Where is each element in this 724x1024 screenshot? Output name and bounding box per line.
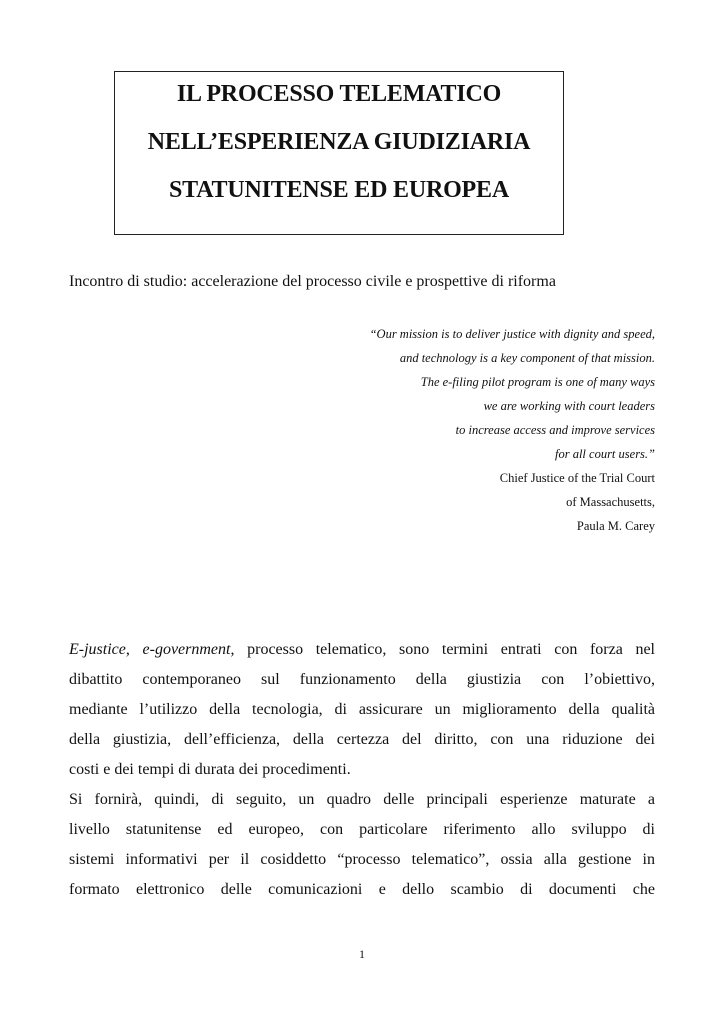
body-line: sistemi informativi per il cosiddetto “processo telematico”, ossia alla gestione in <box>69 851 655 868</box>
epigraph-quote-line: to increase access and improve services <box>455 423 655 437</box>
body-line: della giustizia, dell’efficienza, della certezza del diritto, con una riduzione dei <box>69 731 655 748</box>
epigraph-quote-line: we are working with court leaders <box>483 399 655 413</box>
title-box <box>114 71 564 235</box>
epigraph-quote-line: and technology is a key component of that mission. <box>399 351 655 365</box>
body-line: costi e dei tempi di durata dei procedimenti. <box>69 761 351 778</box>
subtitle: Incontro di studio: accelerazione del processo civile e prospettive di riforma <box>69 273 556 290</box>
body-line-rest: , processo telematico, sono termini entrati con forza nel <box>230 641 655 658</box>
separator: , <box>125 641 143 658</box>
body-line: dibattito contemporaneo sul funzionamento della giustizia con l’obiettivo, <box>69 671 655 688</box>
term-e-justice: E-justice <box>69 641 126 658</box>
epigraph-attribution-line: of Massachusetts, <box>566 495 655 509</box>
body-line <box>69 639 655 661</box>
body-line: formato elettronico delle comunicazioni e dello scambio di documenti che <box>69 881 655 898</box>
epigraph-quote-line: “Our mission is to deliver justice with dignity and speed, <box>369 327 655 341</box>
page-number: 1 <box>359 947 365 961</box>
body-line: livello statunitense ed europeo, con particolare riferimento allo sviluppo di <box>69 821 655 838</box>
title-line-1: IL PROCESSO TELEMATICO <box>176 81 502 107</box>
epigraph-quote-line: for all court users.” <box>554 447 655 461</box>
epigraph-quote-line: The e-filing pilot program is one of many ways <box>420 375 655 389</box>
title-line-2: NELL’ESPERIENZA GIUDIZIARIA <box>147 129 531 155</box>
body-line: Si fornirà, quindi, di seguito, un quadro delle principali esperienze maturate a <box>69 791 655 808</box>
title-line-3: STATUNITENSE ED EUROPEA <box>169 177 509 203</box>
body-line: mediante l’utilizzo della tecnologia, di assicurare un miglioramento della qualità <box>69 701 655 718</box>
epigraph-attribution-line: Paula M. Carey <box>576 519 655 533</box>
epigraph-attribution-line: Chief Justice of the Trial Court <box>499 471 655 485</box>
term-e-government: e-government <box>142 641 231 658</box>
